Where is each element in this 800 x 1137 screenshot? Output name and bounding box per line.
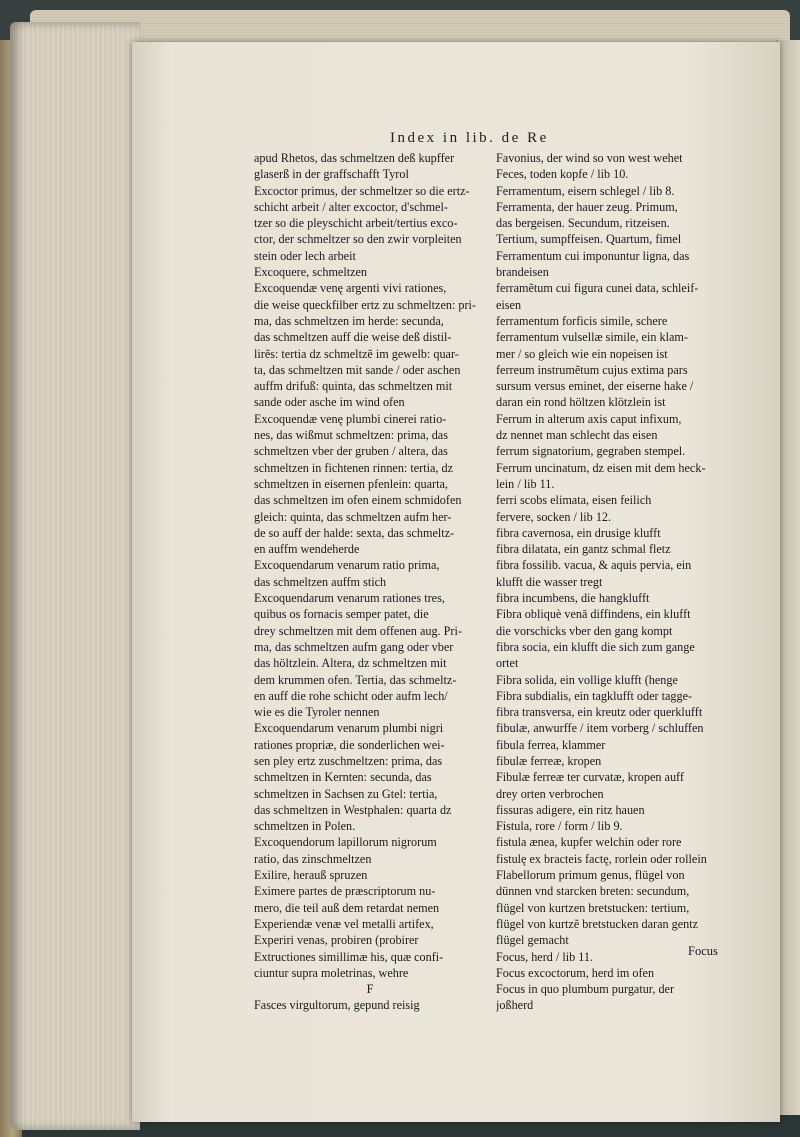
index-entry-line: Experiri venas, probiren (probirer [254, 933, 419, 948]
index-entry-line: flügel gemacht [496, 933, 569, 948]
index-entry-line: ratio, das zinschmeltzen [254, 851, 372, 866]
index-entry-line: flügel von kurtzẽ bretstucken daran gentz [496, 916, 699, 931]
index-entry-line: sande oder asche im wind ofen [254, 395, 405, 410]
index-entry-line: fibulæ ferreæ, kropen [496, 753, 602, 768]
index-entry-line: ferreum instrumẽtum cujus extima pars [496, 362, 688, 377]
index-entry-line: fissuras adigere, ein ritz hauen [496, 802, 645, 817]
index-entry-line: Excoquendæ venę argenti vivi rationes, [254, 281, 447, 296]
index-entry-line: fistulę ex bracteis factę, rorlein oder rollein [496, 851, 707, 866]
index-entry-line: Focus excoctorum, herd im ofen [496, 965, 655, 980]
index-entry-line: Focus, herd / lib 11. [496, 949, 594, 964]
right-column [496, 150, 728, 1014]
index-entry-line: auffm drifuß: quinta, das schmeltzen mit [254, 379, 453, 394]
index-entry-line: sen pley ertz zuschmeltzen: prima, das [254, 753, 443, 768]
index-entry-line: ctor, der schmeltzer so den zwir vorpleiten [254, 232, 462, 247]
index-entry-line: Ferrum in alterum axis caput infixum, [496, 411, 682, 426]
index-entry-line: nes, das wißmut schmeltzen: prima, das [254, 428, 448, 443]
index-entry-line: Excoctor primus, der schmeltzer so die ertz- [254, 183, 470, 198]
index-entry-line: Ferramentum, eisern schlegel / lib 8. [496, 183, 675, 198]
index-entry-line: ciuntur supra moletrinas, wehre [254, 965, 409, 980]
index-entry-line: Fasces virgultorum, gepund reisig [254, 998, 420, 1013]
index-entry-line: Fibra subdialis, ein tagklufft oder tagge- [496, 688, 693, 703]
index-entry-line: mer / so gleich wie ein nopeisen ist [496, 346, 668, 361]
index-entry-line: dem krummen ofen. Tertia, das schmeltz- [254, 672, 457, 687]
index-entry-line: Exilire, herauß spruzen [254, 868, 368, 883]
index-entry-line: joßherd [496, 998, 534, 1013]
index-entry-line: schmeltzen in Polen. [254, 819, 356, 834]
index-entry-line: fistula ænea, kupfer welchin oder rore [496, 835, 682, 850]
index-entry-line: das höltzlein. Altera, dz schmeltzen mit [254, 656, 447, 671]
index-entry-line: Fistula, rore / form / lib 9. [496, 819, 623, 834]
index-entry-line: Ferramentum cui imponuntur ligna, das [496, 248, 690, 263]
index-entry-line: das schmeltzen in Westphalen: quarta dz [254, 802, 452, 817]
index-entry-line: schmeltzen in fichtenen rinnen: tertia, dz [254, 460, 453, 475]
index-entry-line: die weise queckfilber ertz zu schmeltzen: pri- [254, 297, 476, 312]
book-page-stack [10, 22, 140, 1130]
section-letter: F [366, 982, 374, 997]
index-entry-line: daran ein rond höltzen klötzlein ist [496, 395, 666, 410]
index-entry-line: dünnen vnd starcken breten: secundum, [496, 884, 690, 899]
index-entry-line: ferramẽtum cui figura cunei data, schleif- [496, 281, 699, 296]
index-entry-line: ferri scobs elimata, eisen feilich [496, 493, 652, 508]
index-entry-line: Experiendæ venæ vel metalli artifex, [254, 916, 434, 931]
index-entry-line: das bergeisen. Secundum, ritzeisen. [496, 216, 670, 231]
index-entry-line: schmeltzen in Kernten: secunda, das [254, 770, 432, 785]
index-entry-line: schmeltzen vber der gruben / altera, das [254, 444, 448, 459]
index-entry-line: glaserß in der graffschafft Tyrol [254, 167, 409, 182]
index-entry-line: fibula ferrea, klammer [496, 737, 606, 752]
index-entry-line: das schmeltzen auffm stich [254, 574, 387, 589]
index-entry-line: schicht arbeit / alter excoctor, d'schmel- [254, 199, 448, 214]
index-entry-line: rationes propriæ, die sonderlichen wei- [254, 737, 445, 752]
index-entry-line: die vorschicks vber den gang kompt [496, 623, 673, 638]
index-entry-line: Focus in quo plumbum purgatur, der [496, 982, 675, 997]
running-head: Index in lib. de Re [390, 130, 549, 146]
catchword: Focus [688, 944, 718, 958]
index-entry-line: Feces, toden kopfe / lib 10. [496, 167, 629, 182]
index-entry-line: drey schmeltzen mit dem offenen aug. Pri- [254, 623, 462, 638]
index-entry-line: fibulæ, anwurffe / item vorberg / schluffen [496, 721, 704, 736]
index-entry-line: Excoquendarum venarum plumbi nigri [254, 721, 444, 736]
index-entry-line: das schmeltzen auff die weise deß distil- [254, 330, 452, 345]
index-entry-line: apud Rhetos, das schmeltzen deß kupffer [254, 151, 455, 165]
index-entry-line: en auff die rohe schicht oder aufm lech/ [254, 688, 448, 703]
index-entry-line: Ferrum uncinatum, dz eisen mit dem heck- [496, 460, 706, 475]
index-entry-line: eisen [496, 297, 522, 312]
index-page [132, 42, 780, 1122]
index-entry-line: Favonius, der wind so von west wehet [496, 151, 683, 165]
index-entry-line: ta, das schmeltzen mit sande / oder aschen [254, 362, 461, 377]
index-entry-line: dz nennet man schlecht das eisen [496, 428, 658, 443]
index-entry-line: wie es die Tyroler nennen [254, 705, 380, 720]
index-entry-line: de so auff der halde: sexta, das schmeltz- [254, 525, 455, 540]
index-entry-line: lirẽs: tertia dz schmeltzẽ im gewelb: quar- [254, 346, 459, 361]
index-entry-line: ferrum signatorium, gegraben stempel. [496, 444, 686, 459]
index-entry-line: Excoquendorum lapillorum nigrorum [254, 835, 437, 850]
index-entry-line: ferramentum vulsellæ simile, ein klam- [496, 330, 688, 345]
index-entry-line: Excoquendarum venarum ratio prima, [254, 558, 440, 573]
index-entry-line: fibra socia, ein klufft die sich zum gange [496, 639, 695, 654]
index-entry-line: stein oder lech arbeit [254, 248, 356, 263]
index-entry-line: Excoquere, schmeltzen [254, 265, 368, 280]
index-entry-line: Excoquendarum venarum rationes tres, [254, 591, 445, 606]
index-entry-line: ma, das schmeltzen im herde: secunda, [254, 313, 444, 328]
index-entry-line: quibus os fornacis semper patet, die [254, 607, 429, 622]
index-entry-line: Fibra solida, ein vollige klufft (henge [496, 672, 678, 687]
index-entry-line: Fibra obliquè venā diffindens, ein klufft [496, 607, 691, 622]
index-entry-line: lein / lib 11. [496, 476, 555, 491]
index-entry-line: Eximere partes de præscriptorum nu- [254, 884, 436, 899]
index-entry-line: klufft die wasser tregt [496, 574, 603, 589]
index-entry-line: fibra cavernosa, ein drusige klufft [496, 525, 661, 540]
index-entry-line: drey orten verbrochen [496, 786, 604, 801]
left-column [254, 150, 486, 1014]
index-entry-line: Ferramenta, der hauer zeug. Primum, [496, 199, 678, 214]
index-entry-line: ferramentum forficis simile, schere [496, 313, 668, 328]
index-entry-line: fibra incumbens, die hangklufft [496, 591, 650, 606]
index-entry-line: fibra fossilib. vacua, & aquis pervia, ein [496, 558, 692, 573]
index-entry-line: brandeisen [496, 265, 549, 280]
index-entry-line: en auffm wendeherde [254, 542, 360, 557]
index-entry-line: ortet [496, 656, 519, 671]
index-entry-line: flügel von kurtzen bretstucken: tertium, [496, 900, 690, 915]
index-entry-line: das schmeltzen im ofen einem schmidofen [254, 493, 462, 508]
index-entry-line: tzer so die pleyschicht arbeit/tertius exco- [254, 216, 458, 231]
index-entry-line: fibra transversa, ein kreutz oder querklufft [496, 705, 703, 720]
index-entry-line: gleich: quinta, das schmeltzen aufm her- [254, 509, 452, 524]
index-entry-line: Excoquendæ venę plumbi cinerei ratio- [254, 411, 447, 426]
index-entry-line: Flabellorum primum genus, flügel von [496, 868, 685, 883]
index-entry-line: fibra dilatata, ein gantz schmal fletz [496, 542, 671, 557]
index-entry-line: ma, das schmeltzen aufm gang oder vber [254, 639, 454, 654]
index-entry-line: Fibulæ ferreæ ter curvatæ, kropen auff [496, 770, 684, 785]
index-entry-line: Tertium, sumpffeisen. Quartum, fimel [496, 232, 682, 247]
index-entry-line: Extructiones simillimæ his, quæ confi- [254, 949, 444, 964]
index-entry-line: fervere, socken / lib 12. [496, 509, 612, 524]
index-entry-line: sursum versus eminet, der eiserne hake / [496, 379, 694, 394]
index-entry-line: mero, die teil auß dem retardat nemen [254, 900, 440, 915]
index-entry-line: schmeltzen in eisernen pfenlein: quarta, [254, 476, 448, 491]
index-entry-line: schmeltzen in Sachsen zu Gtel: tertia, [254, 786, 438, 801]
